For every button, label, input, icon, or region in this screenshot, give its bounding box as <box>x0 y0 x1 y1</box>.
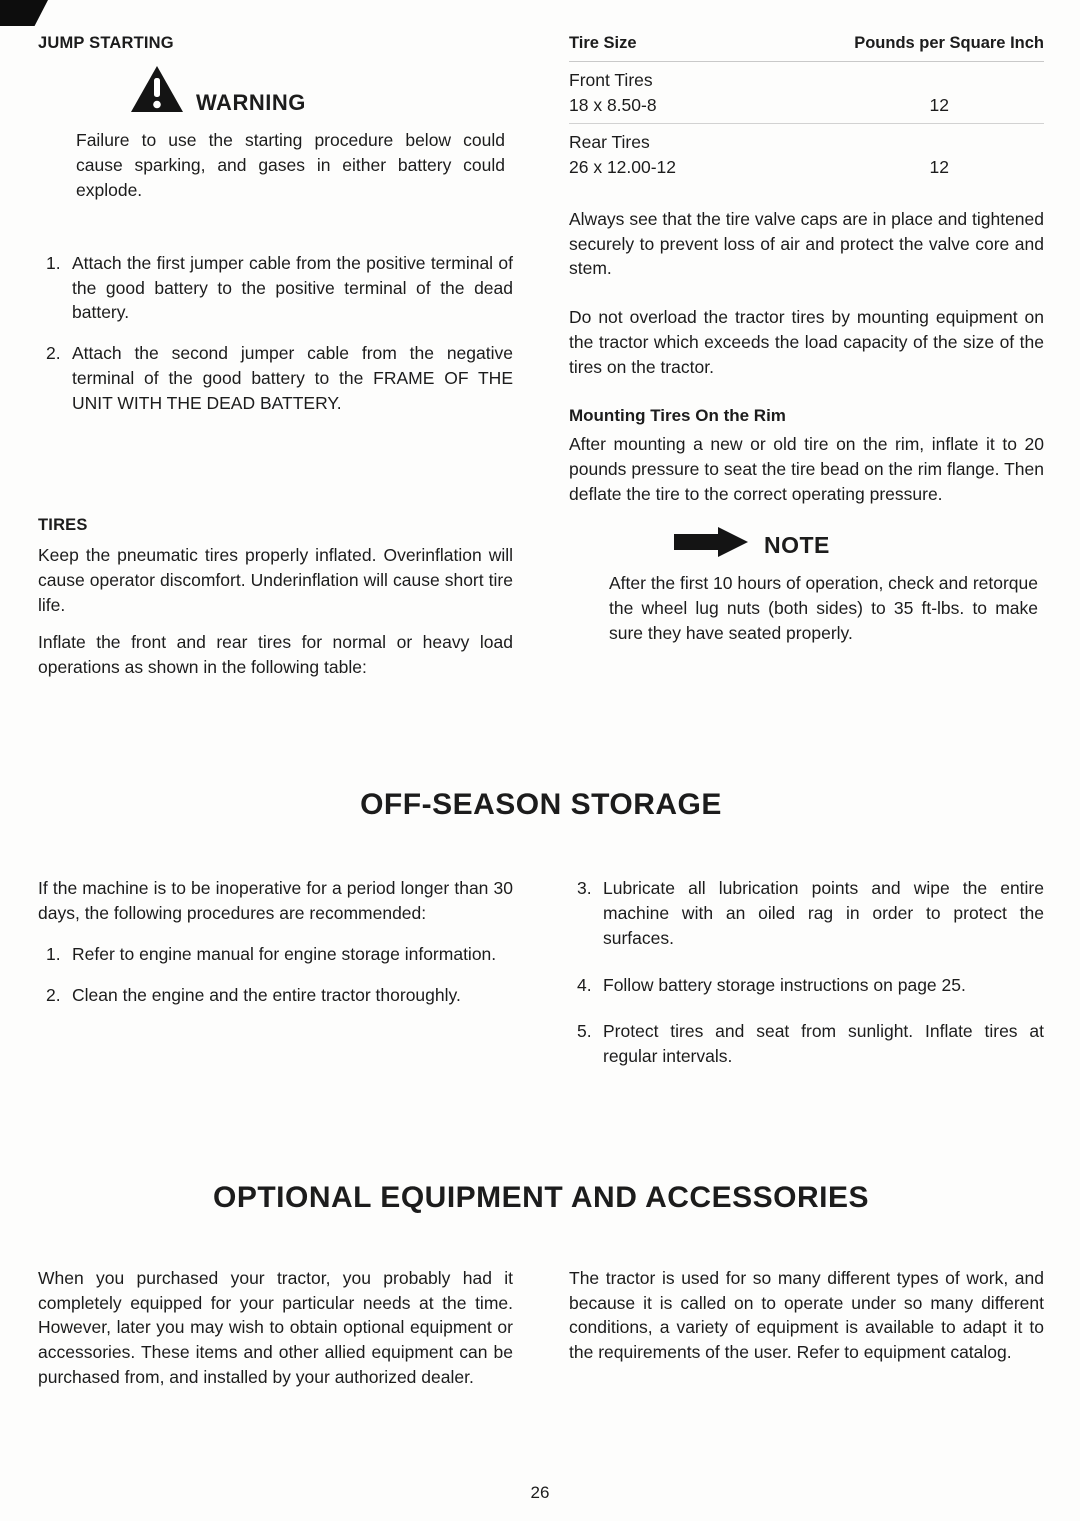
optional-equipment-right-paragraph: The tractor is used for so many different types of work, and because it is called on to operate under so many different conditions, a variety of equipment is available to adapt it to the requirements of the user. Refer to equipment catalog. <box>569 1267 1044 1363</box>
off-season-left-column <box>38 876 513 1069</box>
tire-group-label: Rear Tires <box>569 132 650 153</box>
warning-triangle-icon <box>130 65 184 120</box>
step-text: Refer to engine manual for engine storage information. <box>72 943 497 964</box>
warning-label: WARNING <box>196 90 306 116</box>
jump-starting-heading: JUMP STARTING <box>38 34 174 52</box>
step-text: Lubricate all lubrication points and wipe the entire machine with an oiled rag in order to protect the surfaces. <box>603 878 1044 948</box>
scan-corner-mark <box>0 0 48 26</box>
overload-paragraph: Do not overload the tractor tires by mounting equipment on the tractor which exceeds the load capacity of the size of the tires on the tractor. <box>569 307 1044 378</box>
off-season-section <box>38 876 1044 1069</box>
step-number: 3. <box>577 878 592 899</box>
step-text: Clean the engine and the entire tractor thoroughly. <box>72 984 461 1005</box>
note-paragraph: After the first 10 hours of operation, check and retorque the wheel lug nuts (both sides) to 35 ft-lbs. to make sure they have seated properly. <box>609 573 1038 644</box>
step-number: 5. <box>577 1021 592 1042</box>
valve-caps-paragraph: Always see that the tire valve caps are in place and tightened securely to prevent loss of air and protect the valve core and stem. <box>569 208 1044 279</box>
page-number: 26 <box>530 1482 550 1502</box>
optional-equipment-title: OPTIONAL EQUIPMENT AND ACCESSORIES <box>213 1181 869 1215</box>
tires-paragraph-2: Inflate the front and rear tires for normal or heavy load operations as shown in the following table: <box>38 631 513 677</box>
tire-psi-value: 12 <box>929 156 949 177</box>
step-text: Attach the second jumper cable from the negative terminal of the good battery to the FRAME OF THE UNIT WITH THE DEAD BATTERY. <box>72 343 513 414</box>
note-header <box>674 527 1044 564</box>
top-section <box>38 32 1044 680</box>
tire-size-value: 18 x 8.50-8 <box>569 95 657 116</box>
storage-step-1 <box>38 942 513 967</box>
off-season-storage-title: OFF-SEASON STORAGE <box>360 787 722 821</box>
optional-equipment-section <box>38 1266 1044 1390</box>
jump-step-1 <box>38 251 513 326</box>
step-number: 2. <box>46 984 61 1005</box>
off-season-intro: If the machine is to be inoperative for a period longer than 30 days, the following procedures are recommended: <box>38 878 513 923</box>
step-number: 1. <box>46 943 61 964</box>
step-number: 2. <box>46 343 61 364</box>
off-season-right-column <box>569 876 1044 1069</box>
optional-equipment-left-paragraph: When you purchased your tractor, you probably had it completely equipped for your particular needs at the time. However, later you may wish to obtain optional equipment or accessories. These items and other allied equipment can be purchased from, and installed by your authorized dealer. <box>38 1267 513 1388</box>
tire-size-value: 26 x 12.00-12 <box>569 156 677 177</box>
table-row <box>569 155 1044 185</box>
step-text: Protect tires and seat from sunlight. Inflate tires at regular intervals. <box>603 1021 1044 1067</box>
mounting-tires-paragraph: After mounting a new or old tire on the rim, inflate it to 20 pounds pressure to seat the tire bead on the rim flange. Then deflate the tire to the correct operating pressure. <box>569 433 1044 504</box>
step-number: 1. <box>46 252 61 273</box>
note-label: NOTE <box>764 531 830 558</box>
warning-header <box>130 65 513 120</box>
step-text: Attach the first jumper cable from the positive terminal of the good battery to the positive terminal of the dead battery. <box>72 252 513 323</box>
psi-column-header: Pounds per Square Inch <box>854 34 1044 52</box>
storage-step-5 <box>569 1019 1044 1069</box>
note-arrow-icon <box>674 527 748 564</box>
storage-step-3 <box>569 876 1044 951</box>
jump-starting-column <box>38 32 513 680</box>
tires-heading: TIRES <box>38 515 88 534</box>
tire-info-column <box>569 32 1044 680</box>
tire-pressure-table <box>569 32 1044 185</box>
table-row <box>569 93 1044 124</box>
storage-step-4 <box>569 973 1044 998</box>
tire-group-label: Front Tires <box>569 70 653 91</box>
tire-size-column-header: Tire Size <box>569 34 637 52</box>
tire-psi-value: 12 <box>929 95 949 116</box>
warning-text: Failure to use the starting procedure below could cause sparking, and gases in either battery could explode. <box>76 130 505 200</box>
step-number: 4. <box>577 974 592 995</box>
tires-paragraph-1: Keep the pneumatic tires properly inflated. Overinflation will cause operator discomfort. Underinflation will cause short tire life. <box>38 545 513 615</box>
jump-step-2 <box>38 341 513 416</box>
tire-table-header <box>569 32 1044 62</box>
step-text: Follow battery storage instructions on page 25. <box>603 974 966 995</box>
mounting-tires-heading: Mounting Tires On the Rim <box>569 405 786 425</box>
storage-step-2 <box>38 983 513 1008</box>
